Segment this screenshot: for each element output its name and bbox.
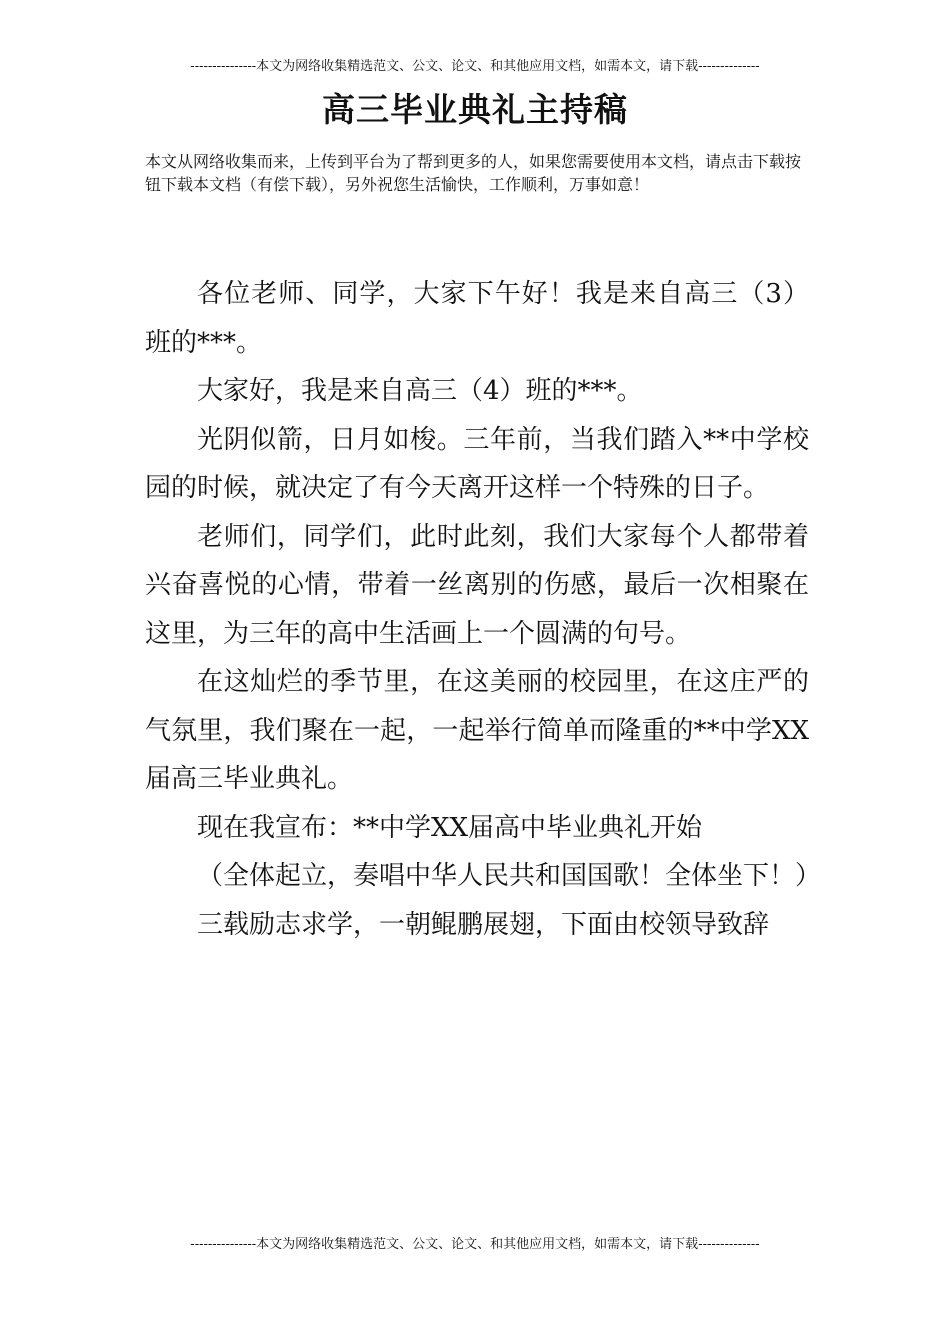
paragraph-time: 光阴似箭，日月如梭。三年前，当我们踏入**中学校园的时候，就决定了有今天离开这样一个特殊的日子。: [145, 424, 809, 503]
document-body: [145, 270, 822, 949]
paragraph-announcement: 现在我宣布：**中学XX届高中毕业典礼开始: [197, 812, 703, 843]
paragraph-ceremony: 在这灿烂的季节里，在这美丽的校园里，在这庄严的气氛里，我们聚在一起，一起举行简单而隆重的**中学XX届高三毕业典礼。: [145, 667, 809, 794]
paragraph-anthem: （全体起立，奏唱中华人民共和国国歌！全体坐下！）: [197, 861, 822, 891]
paragraph-greeting-2: 大家好，我是来自高三（4）班的***。: [197, 376, 643, 406]
footer-banner: ---------------本文为网络收集精选范文、公文、论文、和其他应用文档，如需本文，请下载--------------: [190, 1237, 760, 1252]
header-banner: ---------------本文为网络收集精选范文、公文、论文、和其他应用文档，如需本文，请下载--------------: [190, 59, 760, 74]
paragraph-moment: 老师们，同学们，此时此刻，我们大家每个人都带着兴奋喜悦的心情，带着一丝离别的伤感，最后一次相聚在这里，为三年的高中生活画上一个圆满的句号。: [145, 521, 809, 649]
paragraph-greeting-1: 各位老师、同学，大家下午好！我是来自高三（3）班的***。: [145, 279, 809, 358]
paragraph-speech: 三载励志求学，一朝鲲鹏展翅，下面由校领导致辞: [197, 909, 770, 940]
document-title: 高三毕业典礼主持稿: [322, 90, 628, 129]
intro-note: 本文从网络收集而来，上传到平台为了帮到更多的人，如果您需要使用本文档，请点击下载按钮下载本文档（有偿下载），另外祝您生活愉快，工作顺利，万事如意！: [145, 152, 802, 194]
